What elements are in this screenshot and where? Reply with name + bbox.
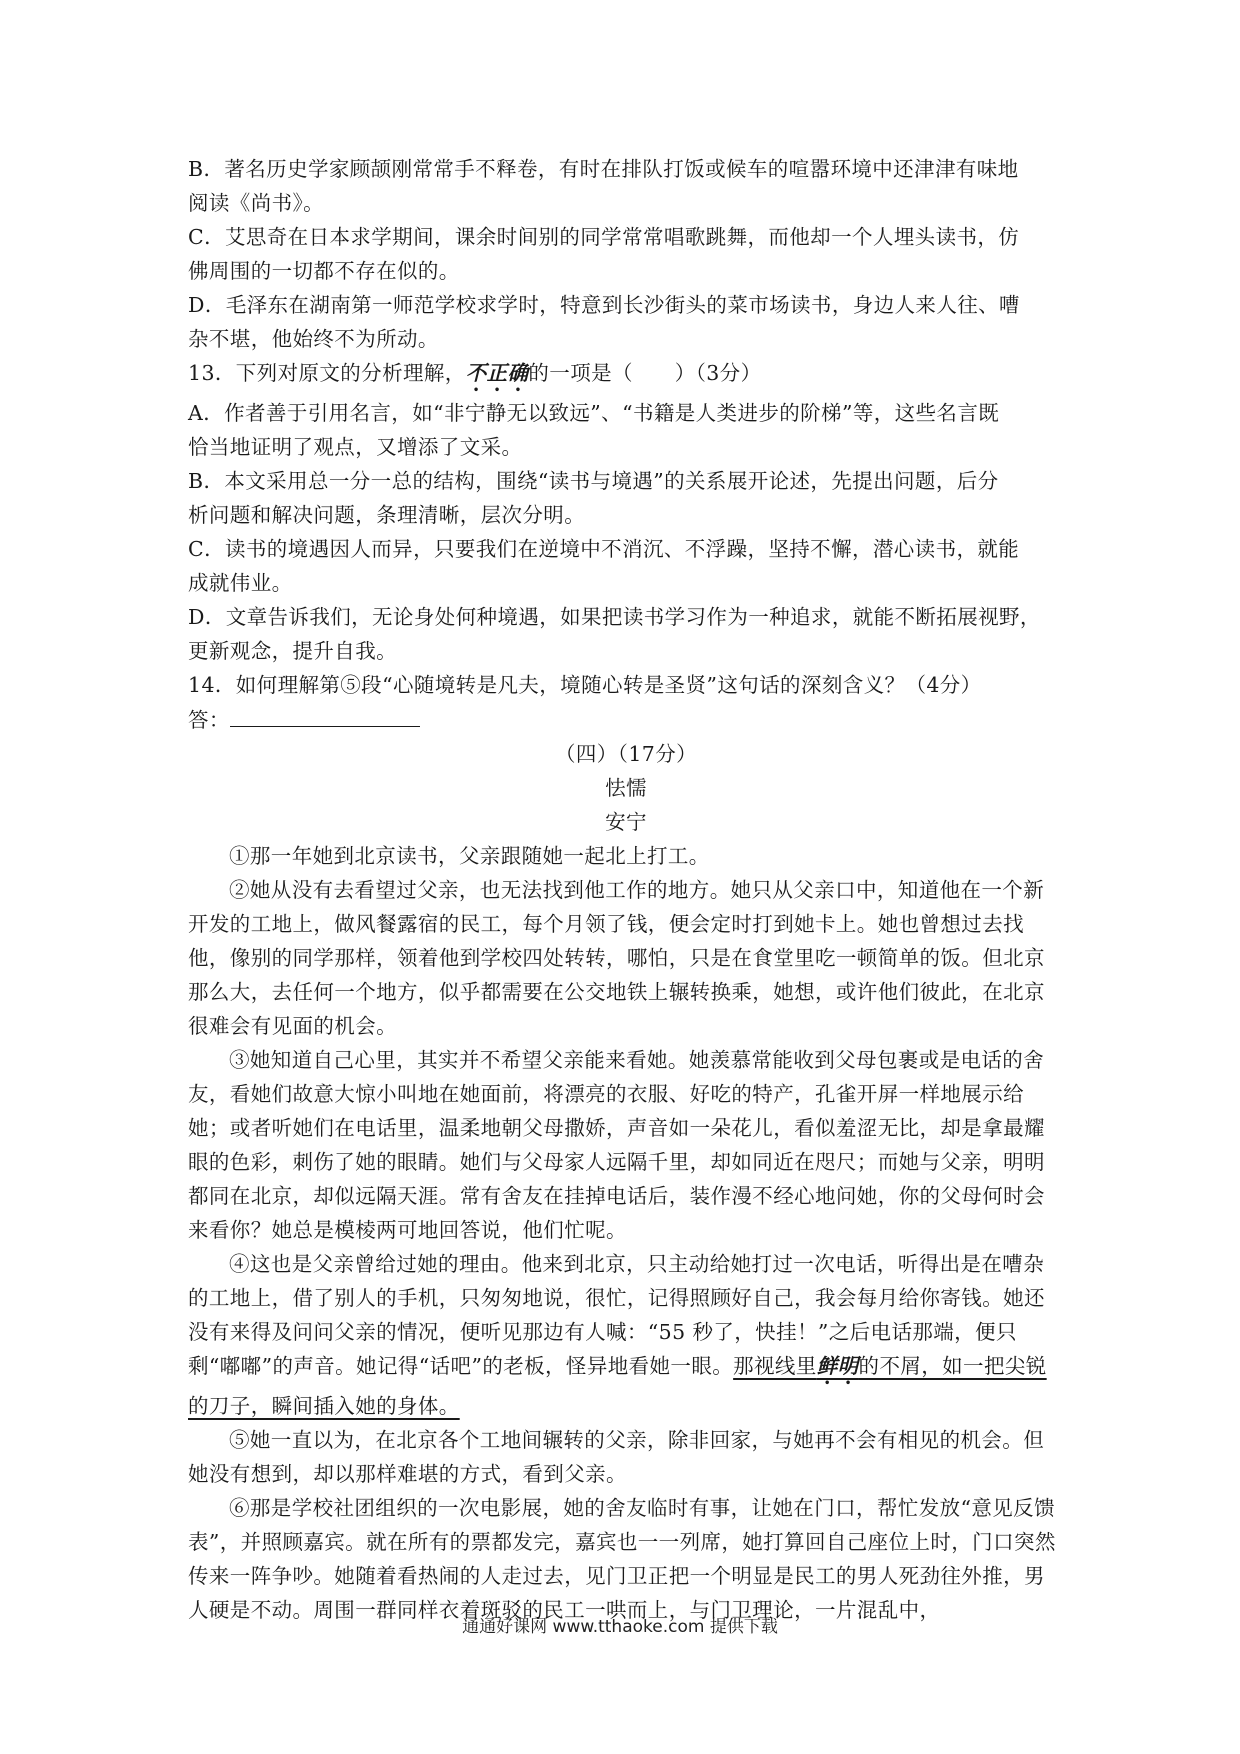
emphasized-word: 鲜明	[816, 1354, 859, 1378]
underlined-text-b: 的不屑，如一把尖锐的刀子，瞬间插入她的身体。	[188, 1354, 1047, 1418]
q13-option-b	[188, 464, 1064, 532]
paragraph-4-text: ④这也是父亲曾给过她的理由。他来到北京，只主动给她打过一次电话，听得出是在嘈杂的工地上，借了别人的手机，只匆匆地说，很忙，记得照顾好自己，我会每月给你寄钱。她还没有来得及问问父亲的情况，便听见那边有人喊：“55 秒了，快挂！”之后电话那端，便只剩“嘟嘟”的声音。她记得“话吧”的老板，怪异地看她一眼。	[188, 1252, 1045, 1378]
answer-label: 答：	[188, 708, 230, 732]
story-paragraph-6: ⑥那是学校社团组织的一次电影展，她的舍友临时有事，让她在门口，帮忙发放“意见反馈表”，并照顾嘉宾。就在所有的票都发完，嘉宾也一一列席，她打算回自己座位上时，门口突然传来一阵争吵。她随着看热闹的人走过去，见门卫正把一个明显是民工的男人死劲往外推，男人硬是不动。周围一群同样衣着斑驳的民工一哄而上，与门卫理论，一片混乱中，	[188, 1496, 1056, 1622]
question-13-emphasis: 不正确	[465, 361, 529, 385]
section-heading: （四）（17分）	[554, 742, 698, 766]
story-title: 怯懦	[605, 776, 647, 800]
q12-option-b	[188, 152, 1064, 220]
underlined-text-a: 那视线里	[733, 1354, 817, 1378]
text-line: D．毛泽东在湖南第一师范学校求学时，特意到长沙街头的菜市场读书，身边人来人往、嘈	[188, 293, 1020, 317]
text-line: B．本文采用总一分一总的结构，围绕“读书与境遇”的关系展开论述，先提出问题，后分	[188, 469, 999, 493]
story-paragraph-4	[188, 1247, 1064, 1423]
question-14: 14．如何理解第⑤段“心随境转是凡夫，境随心转是圣贤”这句话的深刻含义？（4分）	[188, 673, 982, 697]
q13-option-d	[188, 600, 1064, 668]
text-line: 析问题和解决问题，条理清晰，层次分明。	[188, 503, 586, 527]
story-author: 安宁	[605, 810, 647, 834]
question-13-suffix: 的一项是（ ）（3分）	[528, 361, 762, 385]
text-line: 杂不堪，他始终不为所动。	[188, 327, 439, 351]
text-line: C．读书的境遇因人而异，只要我们在逆境中不消沉、不浮躁，坚持不懈，潜心读书，就能	[188, 537, 1020, 561]
text-line: D．文章告诉我们，无论身处何种境遇，如果把读书学习作为一种追求，就能不断拓展视野，	[188, 605, 1041, 629]
text-line: 佛周围的一切都不存在似的。	[188, 259, 460, 283]
story-paragraph-5: ⑤她一直以为，在北京各个工地间辗转的父亲，除非回家，与她再不会有相见的机会。但她没有想到，却以那样难堪的方式，看到父亲。	[188, 1428, 1045, 1486]
question-13-prefix: 13．下列对原文的分析理解，	[188, 361, 466, 385]
text-line: 恰当地证明了观点，又增添了文采。	[188, 435, 523, 459]
question-14-answer	[188, 702, 1064, 737]
answer-blank[interactable]	[230, 702, 420, 727]
question-13	[188, 356, 1064, 396]
text-line: B．著名历史学家顾颉刚常常手不释卷，有时在排队打饭或候车的喧嚣环境中还津津有味地	[188, 157, 1019, 181]
story-paragraph-2: ②她从没有去看望过父亲，也无法找到他工作的地方。她只从父亲口中，知道他在一个新开发的工地上，做风餐露宿的民工，每个月领了钱，便会定时打到她卡上。她也曾想过去找他，像别的同学那样，领着他到学校四处转转，哪怕，只是在食堂里吃一顿简单的饭。但北京那么大，去任何一个地方，似乎都需要在公交地铁上辗转换乘，她想，或许他们彼此，在北京很难会有见面的机会。	[188, 878, 1045, 1038]
text-line: A．作者善于引用名言，如“非宁静无以致远”、“书籍是人类进步的阶梯”等，这些名言既	[188, 401, 1000, 425]
q12-option-c	[188, 220, 1064, 288]
q13-option-a	[188, 396, 1064, 464]
page-content	[188, 152, 1064, 1627]
text-line: 阅读《尚书》。	[188, 191, 325, 215]
page-footer: 通通好课网 www.tthaoke.com 提供下载	[462, 1617, 778, 1637]
q12-option-d	[188, 288, 1064, 356]
story-paragraph-1: ①那一年她到北京读书，父亲跟随她一起北上打工。	[229, 844, 710, 868]
q13-option-c	[188, 532, 1064, 600]
text-line: 更新观念，提升自我。	[188, 639, 397, 663]
text-line: C．艾思奇在日本求学期间，课余时间别的同学常常唱歌跳舞，而他却一个人埋头读书，仿	[188, 225, 1020, 249]
story-paragraph-3: ③她知道自己心里，其实并不希望父亲能来看她。她羡慕常能收到父母包裹或是电话的舍友，看她们故意大惊小叫地在她面前，将漂亮的衣服、好吃的特产，孔雀开屏一样地展示给她；或者听她们在电话里，温柔地朝父母撒娇，声音如一朵花儿，看似羞涩无比，却是拿最耀眼的色彩，刺伤了她的眼睛。她们与父母家人远隔千里，却如同近在咫尺；而她与父亲，明明都同在北京，却似远隔天涯。常有舍友在挂掉电话后，装作漫不经心地问她，你的父母何时会来看你？她总是模棱两可地回答说，他们忙呢。	[188, 1048, 1045, 1242]
text-line: 成就伟业。	[188, 571, 293, 595]
